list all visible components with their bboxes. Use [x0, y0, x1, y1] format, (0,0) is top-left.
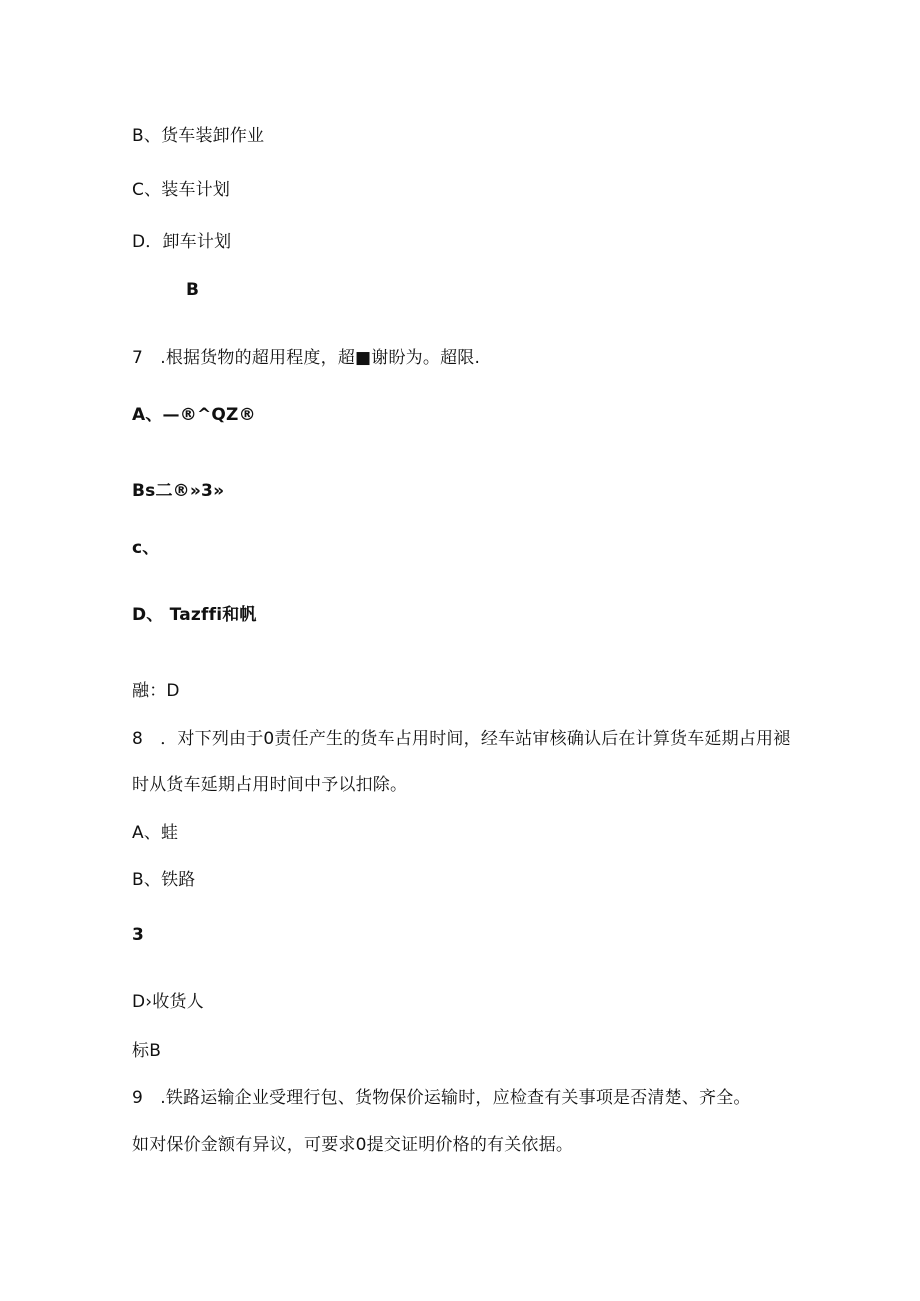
option-8-b: B、铁路 — [132, 870, 196, 890]
option-8-c: 3 — [132, 925, 145, 945]
question-8-line-1: 8 ．对下列由于0责任产生的货车占用时间，经车站审核确认后在计算货车延期占用褪 — [132, 729, 791, 749]
option-7-a: A、—®^QZ® — [132, 405, 256, 425]
question-8-line-2: 时从货车延期占用时间中予以扣除。 — [132, 775, 408, 795]
question-7: 7 .根据货物的超用程度，超■谢盼为。超限. — [132, 348, 481, 368]
option-7-b: Bs二®»3» — [132, 481, 225, 501]
answer-6: B — [186, 280, 200, 300]
question-9-line-2: 如对保价金额有异议，可要求0提交证明价格的有关依据。 — [132, 1135, 574, 1155]
answer-7: 融：D — [132, 681, 180, 701]
option-8-d: D›收货人 — [132, 992, 204, 1012]
option-8-a: A、蛙 — [132, 823, 179, 843]
answer-8: 标B — [132, 1041, 162, 1061]
option-b-loading-work: B、货车装卸作业 — [132, 126, 265, 146]
option-c-loading-plan: C、装车计划 — [132, 180, 231, 200]
option-d-unloading-plan: D．卸车计划 — [132, 232, 232, 252]
option-7-c: c、 — [132, 538, 160, 558]
question-9-line-1: 9 .铁路运输企业受理行包、货物保价运输时，应检查有关事项是否清楚、齐全。 — [132, 1088, 751, 1108]
option-7-d: D、 Tazffi和帆 — [132, 605, 257, 625]
